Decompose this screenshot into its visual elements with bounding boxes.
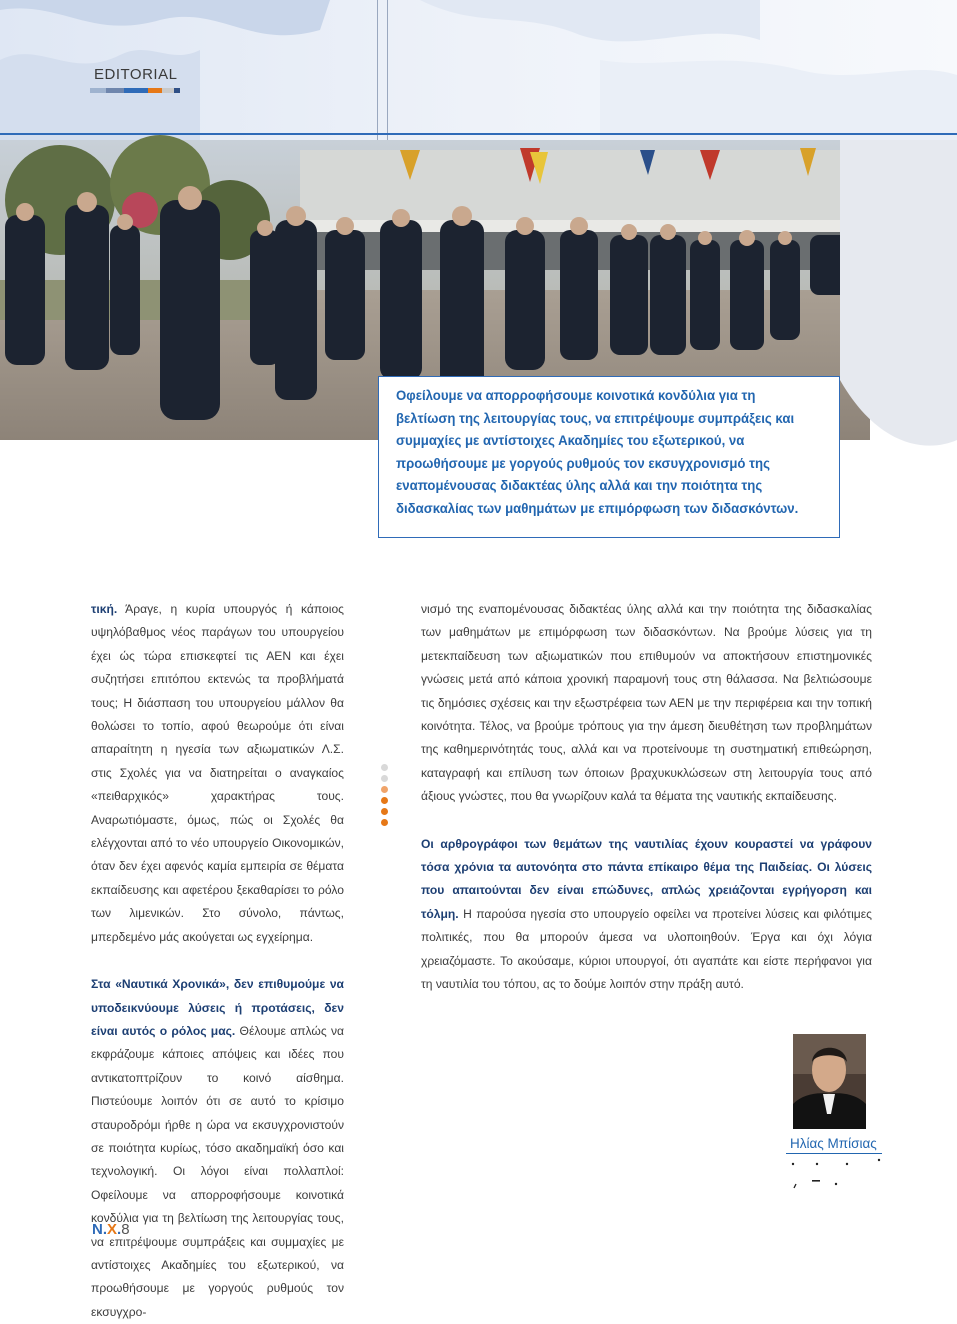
section-color-bar [90,88,180,93]
dot [381,764,388,771]
paragraph-text: Η παρούσα ηγεσία στο υπουργείο οφείλει να προτείνει λύσεις και φιλότιμες πολιτικές, που θα μπορούν άμεσα να υλοποιηθούν. Έργα και όχι λόγια χρειαζόμαστε. Το ακούσαμε, κύριοι υπουργοί, ότι αγαπάτε και είστε περήφανοι για τη ναυτιλία του τόπου, ας το δούμε λοιπόν στην πράξη αυτό. [421,906,872,992]
dot [381,819,388,826]
author-portrait [793,1034,866,1129]
page-number-value: 8 [121,1221,130,1238]
paragraph [421,833,872,997]
pull-quote-text: Οφείλουμε να απορροφήσουμε κοινοτικά κονδύλια για τη βελτίωση της λειτουργίας τους, να επιτρέψουμε συμπράξεις και συμμαχίες με αντίστοιχες Ακαδημίες του εξωτερικού, να προωθήσουμε με γοργούς ρυθμούς τον εκσυγχρονισμό της εναπομένουσας διδακτέας ύλης αλλά και την ποιότητα της διδασκαλίας των μαθημάτων με επιμόρφωση των διδασκόντων. [396,388,799,516]
header-divider-line [387,0,388,140]
dot [381,786,388,793]
header-divider-line [377,0,378,140]
paragraph: νισμό της εναπομένουσας διδακτέας ύλης αλλά και την ποιότητα της διδασκαλίας των μαθημάτων με επιμόρφωση των διδασκόντων. Να βρούμε λύσεις για τη μετεκπαίδευση των αξιωματικών που επιθυμούν να αποκτήσουν επιστημονικές γνώσεις μετά από κάποια χρονική παραμονή τους στη θάλασσα. Να βελτιώσουμε τις δημόσιες σχέσεις και την εξωστρέφεια των ΑΕΝ με την περιφέρεια και την τοπική κοινότητα. Τέλος, να βρούμε τρόπους για την άμεση διευθέτηση των προβλημάτων της καθημερινότητάς τους, αλλά και να προτείνουμε τη συστηματική επιθεώρηση, καταγραφή και επίλυση των όποιων βραχυκυκλώσεων στη λειτουργία τους από άξιους γνώστες, που θα γνωρίζουν καλά τα θέματα της ναυτικής εκπαίδευσης. [421,602,872,804]
page-number-n: N [92,1221,103,1238]
author-signature [790,1160,882,1193]
paragraph-text: Άραγε, η κυρία υπουργός ή κάποιος υψηλόβαθμος νέος παράγων του υπουργείου έχει ώς τώρα επισκεφτεί τις ΑΕΝ και έχει συζητήσει επιτόπου εκτενώς τα προβλήματά τους; Η διάσπαση του υπουργείου μάλλον θα θολώσει το τοπίο, αφού θεωρούμε ότι είναι απαραίτητη η ηγεσία των αξιωματικών Λ.Σ. στις Σχολές για να διατηρείται ο αναγκαίος «πειθαρχικός» χαρακτήρας τους. Αναρωτιόμαστε, όμως, πώς οι Σχολές θα ελέγχονται από το νέο υπουργείο Οικονομικών, όταν δεν έχει αφενός καμία εμπειρία σε θέματα εκπαίδευσης και αφετέρου ξεκαθαρίσει το ρόλο των λιμενικών. Στο σύνολο, πάντως, μπερδεμένο μάς ακούγεται ως εγχείρημα. [91,602,344,944]
header-rule [0,133,957,135]
bold-statement: Οι αρθρογράφοι των θεμάτων της ναυτιλίας έχουν κουραστεί να γράφουν τόσα χρόνια τα αυτονόητα στο πάντα επίκαιρο θέμα της Παιδείας. Οι λύσεις που απαιτούνται δεν είναι επώδυνες, απλώς χρειάζονται εγρήγορση και τόλμη. [421,836,872,921]
color-bar-segment [174,88,180,93]
color-bar-segment [162,88,174,93]
dot [381,775,388,782]
author-name: Ηλίας Μπίσιας [790,1136,877,1151]
bold-statement: Στα «Ναυτικά Χρονικά», δεν επιθυμούμε να υποδεικνύουμε λύσεις ή προτάσεις, δεν είναι αυτός ο ρόλος μας. [91,977,344,1038]
page-number-dot: . [102,1221,108,1238]
color-bar-segment [90,88,106,93]
page-corner-curl [840,140,957,450]
paragraph-lead: τική. [91,602,118,616]
pull-quote-box [378,376,840,538]
paragraph [91,973,344,1324]
paragraph [91,598,344,949]
page-number [92,1221,130,1238]
paragraph-text: Θέλουμε απλώς να εκφράζουμε κάποιες απόψεις και ιδέες που αντικατοπτρίζουν το κοινό αίσθημα. Πιστεύουμε λοιπόν ότι σε αυτό το κρίσιμο σταυροδρόμι ήρθε η ώρα να εκσυγχρονιστούν σε ποιότητα κυρίως, τόσο ακαδημαϊκή όσο και τεχνολογική. Οι λόγοι είναι πολλαπλοί: Οφείλουμε να απορροφήσουμε κοινοτικά κονδύλια για τη βελτίωση της λειτουργίας τους, να επιτρέψουμε συμπράξεις και συμμαχίες με αντίστοιχες Ακαδημίες του εξωτερικού, να προωθήσουμε με γοργούς ρυθμούς τον εκσυγχρο- [91,1023,344,1319]
color-bar-segment [106,88,124,93]
article-column-left [91,598,344,1324]
article-column-right [421,598,872,997]
author-rule [786,1153,882,1154]
page-number-x: X [107,1221,118,1238]
section-label: EDITORIAL [94,66,178,83]
page-number-dot: . [117,1221,122,1238]
dot [381,797,388,804]
dot [381,808,388,815]
color-bar-segment [148,88,162,93]
color-bar-segment [124,88,148,93]
decorative-dots [379,764,393,830]
